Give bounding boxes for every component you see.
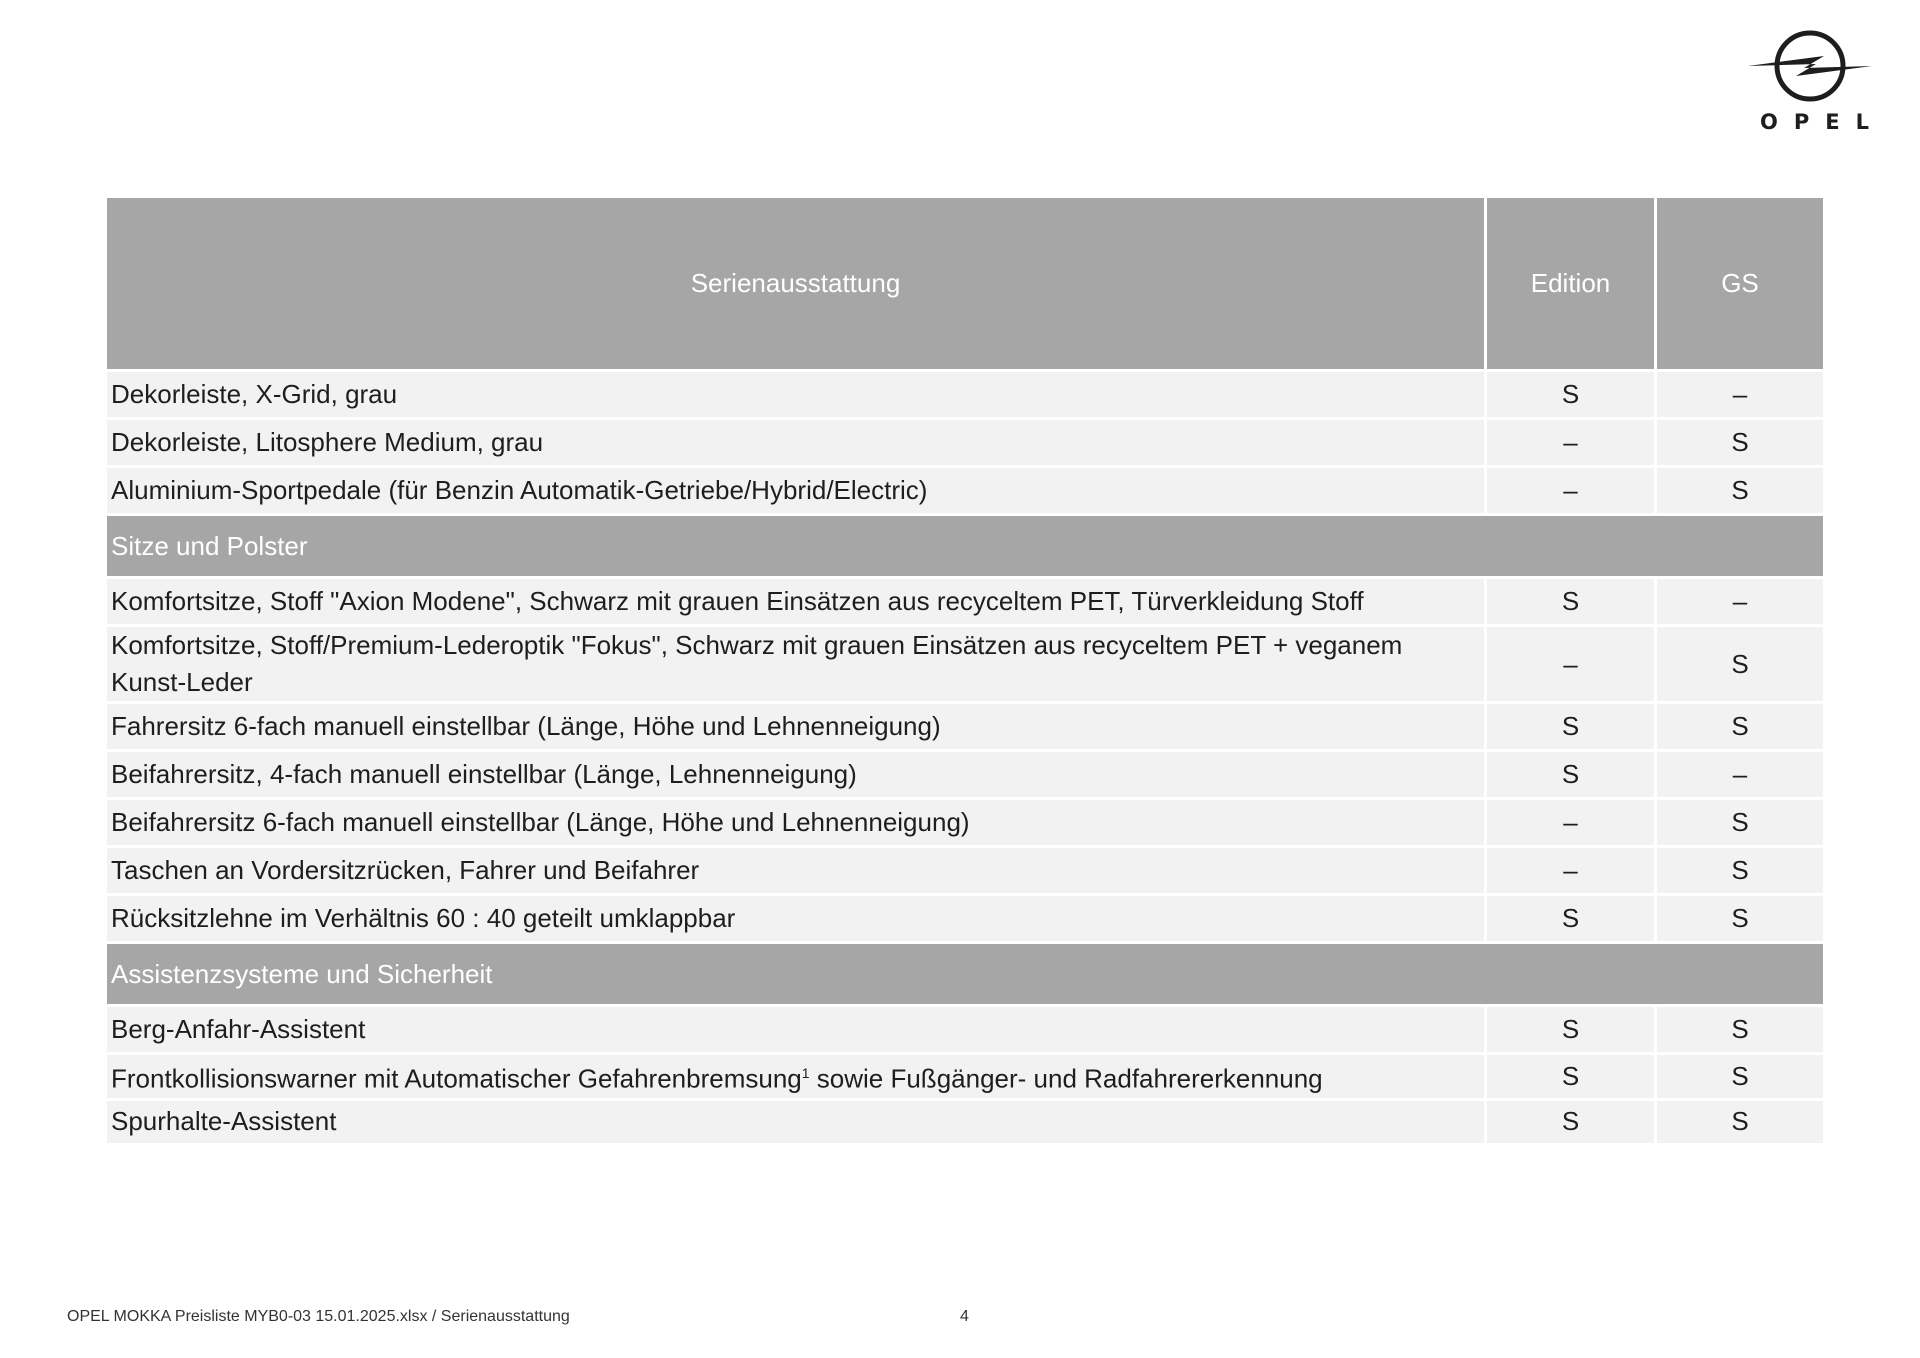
- row-edition-value: S: [1487, 1007, 1654, 1052]
- row-description: Aluminium-Sportpedale (für Benzin Automatik-Getriebe/Hybrid/Electric): [107, 468, 1484, 513]
- row-description-rest: sowie Fußgänger- und Radfahrererkennung: [809, 1063, 1323, 1094]
- table-row: [107, 372, 1823, 417]
- table-row: [107, 468, 1823, 513]
- row-gs-value: –: [1657, 579, 1823, 624]
- table-row: [107, 896, 1823, 941]
- row-edition-value: S: [1487, 704, 1654, 749]
- table-row: [107, 1101, 1823, 1143]
- row-gs-value: S: [1657, 1055, 1823, 1098]
- row-gs-value: S: [1657, 420, 1823, 465]
- table-row: [107, 704, 1823, 749]
- row-description: Komfortsitze, Stoff "Axion Modene", Schwarz mit grauen Einsätzen aus recyceltem PET, Türverkleidung Stoff: [107, 579, 1484, 624]
- table-row: [107, 752, 1823, 797]
- row-edition-value: S: [1487, 752, 1654, 797]
- row-gs-value: S: [1657, 627, 1823, 701]
- row-edition-value: –: [1487, 627, 1654, 701]
- row-description-main: Frontkollisionswarner mit Automatischer Gefahrenbremsung: [111, 1063, 802, 1094]
- section-title: Sitze und Polster: [107, 516, 1823, 576]
- row-description: Dekorleiste, Litosphere Medium, grau: [107, 420, 1484, 465]
- header-gs: GS: [1657, 198, 1823, 369]
- row-gs-value: S: [1657, 896, 1823, 941]
- row-edition-value: –: [1487, 800, 1654, 845]
- row-description: Fahrersitz 6-fach manuell einstellbar (Länge, Höhe und Lehnenneigung): [107, 704, 1484, 749]
- row-description: Dekorleiste, X-Grid, grau: [107, 372, 1484, 417]
- opel-logo-text: OPEL: [1760, 110, 1885, 134]
- row-edition-value: S: [1487, 579, 1654, 624]
- row-gs-value: S: [1657, 468, 1823, 513]
- row-description: Beifahrersitz, 4-fach manuell einstellbar (Länge, Lehnenneigung): [107, 752, 1484, 797]
- header-edition: Edition: [1487, 198, 1654, 369]
- table-row: [107, 1055, 1823, 1098]
- row-description: Beifahrersitz 6-fach manuell einstellbar (Länge, Höhe und Lehnenneigung): [107, 800, 1484, 845]
- row-description: Komfortsitze, Stoff/Premium-Lederoptik "Fokus", Schwarz mit grauen Einsätzen aus recyceltem PET + veganem Kunst-Leder: [107, 627, 1484, 701]
- footer-filename: OPEL MOKKA Preisliste MYB0-03 15.01.2025.xlsx / Serienausstattung: [67, 1308, 570, 1325]
- equipment-table: [104, 195, 1826, 1146]
- header-description: Serienausstattung: [107, 198, 1484, 369]
- row-edition-value: S: [1487, 1101, 1654, 1143]
- row-description: Rücksitzlehne im Verhältnis 60 : 40 geteilt umklappbar: [107, 896, 1484, 941]
- row-description: Spurhalte-Assistent: [107, 1101, 1484, 1143]
- row-edition-value: S: [1487, 372, 1654, 417]
- row-gs-value: –: [1657, 752, 1823, 797]
- row-gs-value: S: [1657, 800, 1823, 845]
- row-edition-value: S: [1487, 1055, 1654, 1098]
- row-edition-value: –: [1487, 848, 1654, 893]
- row-edition-value: S: [1487, 896, 1654, 941]
- table-row: [107, 1007, 1823, 1052]
- row-description: [107, 1055, 1484, 1098]
- table-row: [107, 800, 1823, 845]
- table-row: [107, 848, 1823, 893]
- opel-blitz-icon: [1746, 28, 1876, 110]
- row-gs-value: S: [1657, 848, 1823, 893]
- section-header-assist: [107, 944, 1823, 1004]
- section-header-seats: [107, 516, 1823, 576]
- footnote-marker: 1: [801, 1065, 810, 1081]
- row-description: Berg-Anfahr-Assistent: [107, 1007, 1484, 1052]
- table-row: [107, 420, 1823, 465]
- row-gs-value: –: [1657, 372, 1823, 417]
- page-number: 4: [960, 1308, 969, 1325]
- row-gs-value: S: [1657, 1101, 1823, 1143]
- table-row: [107, 579, 1823, 624]
- row-description: Taschen an Vordersitzrücken, Fahrer und Beifahrer: [107, 848, 1484, 893]
- opel-logo: [1746, 28, 1885, 138]
- row-gs-value: S: [1657, 704, 1823, 749]
- table-header-row: [107, 198, 1823, 369]
- row-edition-value: –: [1487, 420, 1654, 465]
- section-title: Assistenzsysteme und Sicherheit: [107, 944, 1823, 1004]
- table-row: [107, 627, 1823, 701]
- row-gs-value: S: [1657, 1007, 1823, 1052]
- row-edition-value: –: [1487, 468, 1654, 513]
